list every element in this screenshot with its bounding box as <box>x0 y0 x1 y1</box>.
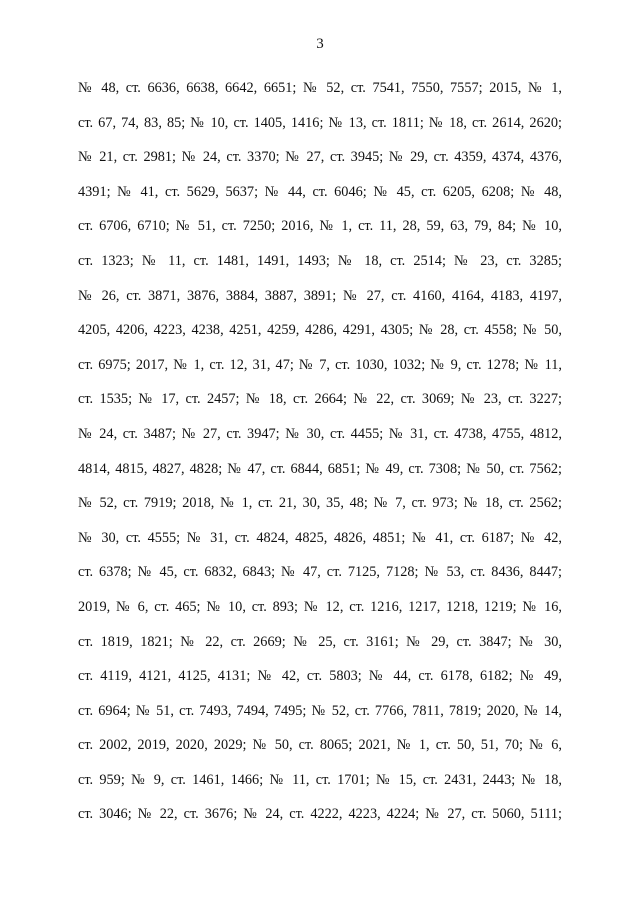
text-line: 4814, 4815, 4827, 4828; № 47, ст. 6844, 6851; № 49, ст. 7308; № 50, ст. 7562; <box>78 460 562 477</box>
text-line: ст. 3046; № 22, ст. 3676; № 24, ст. 4222, 4223, 4224; № 27, ст. 5060, 5111; <box>78 806 562 823</box>
text-line: № 26, ст. 3871, 3876, 3884, 3887, 3891; № 27, ст. 4160, 4164, 4183, 4197, <box>78 287 562 304</box>
text-line: ст. 1819, 1821; № 22, ст. 2669; № 25, ст. 3161; № 29, ст. 3847; № 30, <box>78 633 562 650</box>
text-line: 4205, 4206, 4223, 4238, 4251, 4259, 4286, 4291, 4305; № 28, ст. 4558; № 50, <box>78 322 562 339</box>
text-line: ст. 6706, 6710; № 51, ст. 7250; 2016, № 1, ст. 11, 28, 59, 63, 79, 84; № 10, <box>78 218 562 235</box>
text-line: ст. 2002, 2019, 2020, 2029; № 50, ст. 8065; 2021, № 1, ст. 50, 51, 70; № 6, <box>78 737 562 754</box>
text-line: № 48, ст. 6636, 6638, 6642, 6651; № 52, ст. 7541, 7550, 7557; 2015, № 1, <box>78 80 562 96</box>
text-line: № 52, ст. 7919; 2018, № 1, ст. 21, 30, 35, 48; № 7, ст. 973; № 18, ст. 2562; <box>78 495 562 512</box>
document-body <box>78 78 562 839</box>
text-line: ст. 6964; № 51, ст. 7493, 7494, 7495; № 52, ст. 7766, 7811, 7819; 2020, № 14, <box>78 702 562 719</box>
text-line: ст. 1323; № 11, ст. 1481, 1491, 1493; № 18, ст. 2514; № 23, ст. 3285; <box>78 252 562 269</box>
text-line: ст. 1535; № 17, ст. 2457; № 18, ст. 2664; № 22, ст. 3069; № 23, ст. 3227; <box>78 391 562 408</box>
text-line: № 21, ст. 2981; № 24, ст. 3370; № 27, ст. 3945; № 29, ст. 4359, 4374, 4376, <box>78 149 562 166</box>
text-line: ст. 6378; № 45, ст. 6832, 6843; № 47, ст. 7125, 7128; № 53, ст. 8436, 8447; <box>78 564 562 581</box>
text-line: ст. 4119, 4121, 4125, 4131; № 42, ст. 5803; № 44, ст. 6178, 6182; № 49, <box>78 668 562 685</box>
text-line: № 24, ст. 3487; № 27, ст. 3947; № 30, ст. 4455; № 31, ст. 4738, 4755, 4812, <box>78 425 562 442</box>
text-line: ст. 6975; 2017, № 1, ст. 12, 31, 47; № 7, ст. 1030, 1032; № 9, ст. 1278; № 11, <box>78 356 562 373</box>
text-line: ст. 67, 74, 83, 85; № 10, ст. 1405, 1416; № 13, ст. 1811; № 18, ст. 2614, 2620; <box>78 114 562 131</box>
text-line: ст. 959; № 9, ст. 1461, 1466; № 11, ст. 1701; № 15, ст. 2431, 2443; № 18, <box>78 771 562 788</box>
text-line: 4391; № 41, ст. 5629, 5637; № 44, ст. 6046; № 45, ст. 6205, 6208; № 48, <box>78 183 562 200</box>
text-line: № 30, ст. 4555; № 31, ст. 4824, 4825, 4826, 4851; № 41, ст. 6187; № 42, <box>78 529 562 546</box>
page-number: 3 <box>316 36 324 52</box>
text-line: 2019, № 6, ст. 465; № 10, ст. 893; № 12, ст. 1216, 1217, 1218, 1219; № 16, <box>78 598 562 615</box>
